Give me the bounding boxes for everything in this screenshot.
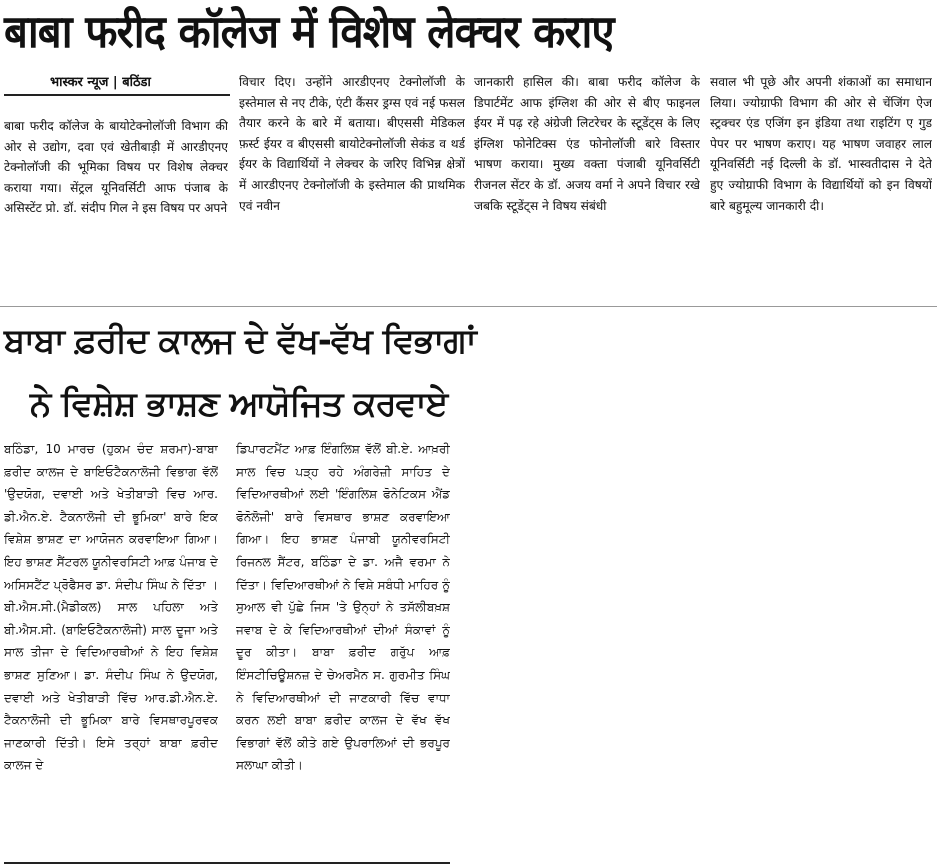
- punjabi-column-1: ਬਠਿੰਡਾ, 10 ਮਾਰਚ (ਹੁਕਮ ਚੰਦ ਸ਼ਰਮਾ)-ਬਾਬਾ ਫ਼ਰੀਦ ਕਾਲਜ ਦੇ ਬਾਇਓਟੈਕਨਾਲੋਜੀ ਵਿਭਾਗ ਵੱਲੋਂ 'ਉਦਯੋਗ, ਦਵਾਈ ਅਤੇ ਖੇਤੀਬਾੜੀ ਵਿਚ ਆਰ. ਡੀ.ਐਨ.ਏ. ਟੈਕਨਾਲੋਜੀ ਦੀ ਭੂਮਿਕਾ' ਬਾਰੇ ਇਕ ਵਿਸ਼ੇਸ਼ ਭਾਸ਼ਣ ਦਾ ਆਯੋਜਨ ਕਰਵਾਇਆ ਗਿਆ। ਇਹ ਭਾਸ਼ਣ ਸੈਂਟਰਲ ਯੂਨੀਵਰਸਿਟੀ ਆਫ਼ ਪੰਜਾਬ ਦੇ ਅਸਿਸਟੈਂਟ ਪ੍ਰੋਫੈਸਰ ਡਾ. ਸੰਦੀਪ ਸਿੰਘ ਨੇ ਦਿੱਤਾ । ਬੀ.ਐਸ.ਸੀ.(ਮੈਡੀਕਲ) ਸਾਲ ਪਹਿਲਾ ਅਤੇ ਬੀ.ਐਸ.ਸੀ. (ਬਾਇਓਟੈਕਨਾਲੋਜੀ) ਸਾਲ ਦੂਜਾ ਅਤੇ ਸਾਲ ਤੀਜਾ ਦੇ ਵਿਦਿਆਰਥੀਆਂ ਨੇ ਇਹ ਵਿਸ਼ੇਸ਼ ਭਾਸ਼ਣ ਸੁਣਿਆ। ਡਾ. ਸੰਦੀਪ ਸਿੰਘ ਨੇ ਉਦਯੋਗ, ਦਵਾਈ ਅਤੇ ਖੇਤੀਬਾੜੀ ਵਿੱਚ ਆਰ.ਡੀ.ਐਨ.ਏ. ਟੈਕਨਾਲੋਜੀ ਦੀ ਭੂਮਿਕਾ ਬਾਰੇ ਵਿਸਥਾਰਪੂਰਵਕ ਜਾਣਕਾਰੀ ਦਿੱਤੀ। ਇਸੇ ਤਰ੍ਹਾਂ ਬਾਬਾ ਫ਼ਰੀਦ ਕਾਲਜ ਦੇ: [4, 442, 218, 773]
- hindi-column-2: विचार दिए। उन्होंने आरडीएनए टेक्नोलॉजी के इस्तेमाल से नए टीके, एंटी कैंसर ड्रग्स एवं नई फसल तैयार करने के बारे में बताया। बीएससी मेडिकल फ़र्स्ट ईयर व बीएससी बायोटेक्नोलॉजी सेकंड व थर्ड ईयर के विद्यार्थियों ने लेक्चर के जरिए विभिन्न क्षेत्रों में आरडीएनए टेक्नोलॉजी के इस्तेमाल की प्राथमिक एवं नवीन: [239, 75, 465, 213]
- byline-rule: [4, 94, 230, 96]
- hindi-column-4: सवाल भी पूछे और अपनी शंकाओं का समाधान लिया। ज्योग्राफी विभाग की ओर से चेंजिंग ऐज स्ट्रक्चर एंड एजिंग इन इंडिया तथा राइटिंग ए गुड पेपर पर भाषण कराए। यह भाषण जवाहर लाल यूनिवर्सिटी नई दिल्ली के डॉ. भास्वतीदास ने देते हुए ज्योग्राफी विभाग के विद्यार्थियों को इन विषयों बारे बहुमूल्य जानकारी दी।: [710, 75, 932, 213]
- bottom-rule: [4, 862, 450, 864]
- punjabi-headline-line-1: ਬਾਬਾ ਫ਼ਰੀਦ ਕਾਲਜ ਦੇ ਵੱਖ-ਵੱਖ ਵਿਭਾਗਾਂ: [4, 321, 476, 361]
- punjabi-column-2: ਡਿਪਾਰਟਮੈਂਟ ਆਫ਼ ਇੰਗਲਿਸ਼ ਵੱਲੋਂ ਬੀ.ਏ. ਆਖ਼ਰੀ ਸਾਲ ਵਿਚ ਪੜ੍ਹ ਰਹੇ ਅੰਗਰੇਜ਼ੀ ਸਾਹਿਤ ਦੇ ਵਿਦਿਆਰਥੀਆਂ ਲਈ 'ਇੰਗਲਿਸ਼ ਫੋਨੇਟਿਕਸ ਐਂਡ ਫੋਨੋਲੋਜੀ' ਬਾਰੇ ਵਿਸਥਾਰ ਭਾਸ਼ਣ ਕਰਵਾਇਆ ਗਿਆ। ਇਹ ਭਾਸ਼ਣ ਪੰਜਾਬੀ ਯੂਨੀਵਰਸਿਟੀ ਰਿਜਨਲ ਸੈਂਟਰ, ਬਠਿੰਡਾ ਦੇ ਡਾ. ਅਜੈ ਵਰਮਾ ਨੇ ਦਿੱਤਾ। ਵਿਦਿਆਰਥੀਆਂ ਨੇ ਵਿਸ਼ੇ ਸਬੰਧੀ ਮਾਹਿਰ ਨੂੰ ਸੁਆਲ ਵੀ ਪੁੱਛੇ ਜਿਸ 'ਤੇ ਉਨ੍ਹਾਂ ਨੇ ਤਸੱਲੀਬਖ਼ਸ਼ ਜਵਾਬ ਦੇ ਕੇ ਵਿਦਿਆਰਥੀਆਂ ਦੀਆਂ ਸੰਕਾਵਾਂ ਨੂੰ ਦੂਰ ਕੀਤਾ। ਬਾਬਾ ਫ਼ਰੀਦ ਗਰੁੱਪ ਆਫ਼ ਇੰਸਟੀਚਿਊਸ਼ਨਜ਼ ਦੇ ਚੇਅਰਮੈਨ ਸ. ਗੁਰਮੀਤ ਸਿੰਘ ਨੇ ਵਿਦਿਆਰਥੀਆਂ ਦੀ ਜਾਣਕਾਰੀ ਵਿੱਚ ਵਾਧਾ ਕਰਨ ਲਈ ਬਾਬਾ ਫ਼ਰੀਦ ਕਾਲਜ ਦੇ ਵੱਖ ਵੱਖ ਵਿਭਾਗਾਂ ਵੱਲੋਂ ਕੀਤੇ ਗਏ ਉਪਰਾਲਿਆਂ ਦੀ ਭਰਪੂਰ ਸਲਾਘਾ ਕੀਤੀ।: [236, 442, 450, 773]
- punjabi-headline-line-2: ਨੇ ਵਿਸ਼ੇਸ਼ ਭਾਸ਼ਣ ਆਯੋਜਿਤ ਕਰਵਾਏ: [30, 384, 448, 424]
- article-separator: [0, 306, 937, 307]
- hindi-column-3: जानकारी हासिल की। बाबा फरीद कॉलेज के डिपार्टमेंट आफ इंग्लिश की ओर से बीए फाइनल ईयर में पढ़ रहे अंग्रेजी लिटरेचर के स्टूडेंट्स के लिए इंग्लिश फोनेटिक्स एंड फोनोलॉजी बारे विस्तार भाषण कराया। मुख्य वक्ता पंजाबी यूनिवर्सिटी रीजनल सेंटर के डॉ. अजय वर्मा ने अपने विचार रखे जबकि स्टूडेंट्स ने विषय संबंधी: [474, 75, 700, 213]
- hindi-column-1: बाबा फरीद कॉलेज के बायोटेक्नोलॉजी विभाग की ओर से उद्योग, दवा एवं खेतीबाड़ी में आरडीएनए टेक्नोलॉजी की भूमिका विषय पर विशेष लेक्चर कराया गया। सेंट्रल यूनिवर्सिटी आफ पंजाब के असिस्टेंट प्रो. डॉ. संदीप गिल ने इस विषय पर अपने: [4, 119, 228, 216]
- hindi-headline: बाबा फरीद कॉलेज में विशेष लेक्चर कराए: [4, 5, 614, 58]
- hindi-byline: भास्कर न्यूज | बठिंडा: [50, 75, 151, 90]
